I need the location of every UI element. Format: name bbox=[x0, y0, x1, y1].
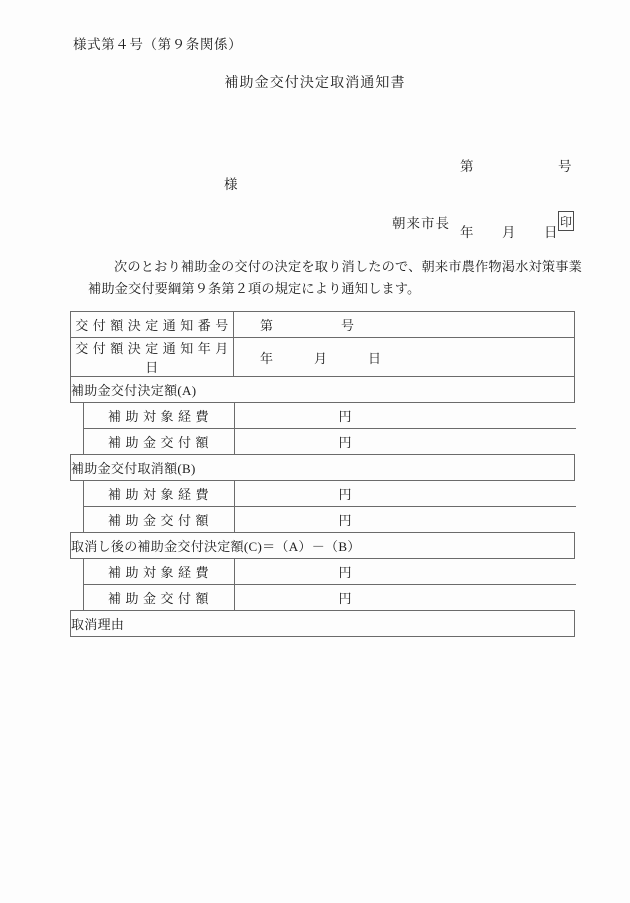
section-b-row1-value[interactable]: 円 bbox=[234, 507, 576, 533]
seal-stamp-box: 印 bbox=[558, 211, 574, 231]
table-row bbox=[83, 559, 576, 585]
cancellation-reason-field[interactable] bbox=[71, 611, 575, 637]
notice-number-value[interactable]: 第 号 bbox=[234, 312, 575, 338]
section-c-row1-label: 補助金交付額 bbox=[83, 585, 234, 611]
section-b-subrows bbox=[71, 481, 575, 533]
table-row bbox=[83, 403, 576, 429]
cancellation-reason-label: 取消理由 bbox=[71, 617, 125, 632]
section-a-row1-value[interactable]: 円 bbox=[234, 429, 576, 455]
table-row-notice-number bbox=[71, 312, 575, 338]
section-b-subtable bbox=[83, 481, 576, 532]
section-a-row0-value[interactable]: 円 bbox=[234, 403, 576, 429]
body-paragraph: 次のとおり補助金の交付の決定を取り消したので、朝来市農作物渇水対策事業補助金交付要綱第９条第２項の規定により通知します。 bbox=[88, 259, 582, 296]
section-a-subrows bbox=[71, 403, 575, 455]
section-c-row0-label: 補助対象経費 bbox=[83, 559, 234, 585]
section-b-row1-label: 補助金交付額 bbox=[83, 507, 234, 533]
section-a-subtable bbox=[83, 403, 576, 454]
document-title: 補助金交付決定取消通知書 bbox=[224, 76, 406, 91]
table-row bbox=[83, 429, 576, 455]
section-a-header: 補助金交付決定額(A) bbox=[71, 377, 575, 403]
section-a-row1-label: 補助金交付額 bbox=[83, 429, 234, 455]
section-c-row0-value[interactable]: 円 bbox=[234, 559, 576, 585]
section-header-row-a bbox=[71, 377, 575, 403]
table-row bbox=[83, 481, 576, 507]
issuer-name: 朝来市長 bbox=[392, 216, 450, 231]
table-row bbox=[83, 585, 576, 611]
addressee-suffix: 様 bbox=[224, 177, 238, 192]
form-number-label: 様式第４号（第９条関係） bbox=[73, 37, 243, 52]
notice-number-line: 第 号 bbox=[460, 159, 572, 174]
notice-date-value[interactable]: 年 月 日 bbox=[234, 338, 575, 377]
table-row bbox=[83, 507, 576, 533]
section-c-header: 取消し後の補助金交付決定額(C)＝（A）－（B） bbox=[71, 533, 575, 559]
notice-date-label: 交付額決定通知年月日 bbox=[71, 338, 234, 377]
section-b-header: 補助金交付取消額(B) bbox=[71, 455, 575, 481]
section-c-subtable bbox=[83, 559, 576, 610]
section-b-row0-label: 補助対象経費 bbox=[83, 481, 234, 507]
notice-number-label: 交付額決定通知番号 bbox=[71, 312, 234, 338]
subsidy-cancellation-table bbox=[70, 311, 575, 637]
table-row-notice-date bbox=[71, 338, 575, 377]
section-c-subrows bbox=[71, 559, 575, 611]
table-row-reason bbox=[71, 611, 575, 637]
section-header-row-c bbox=[71, 533, 575, 559]
section-a-row0-label: 補助対象経費 bbox=[83, 403, 234, 429]
notice-date-line: 年 月 日 bbox=[460, 225, 558, 240]
section-b-row0-value[interactable]: 円 bbox=[234, 481, 576, 507]
section-header-row-b bbox=[71, 455, 575, 481]
section-c-row1-value[interactable]: 円 bbox=[234, 585, 576, 611]
